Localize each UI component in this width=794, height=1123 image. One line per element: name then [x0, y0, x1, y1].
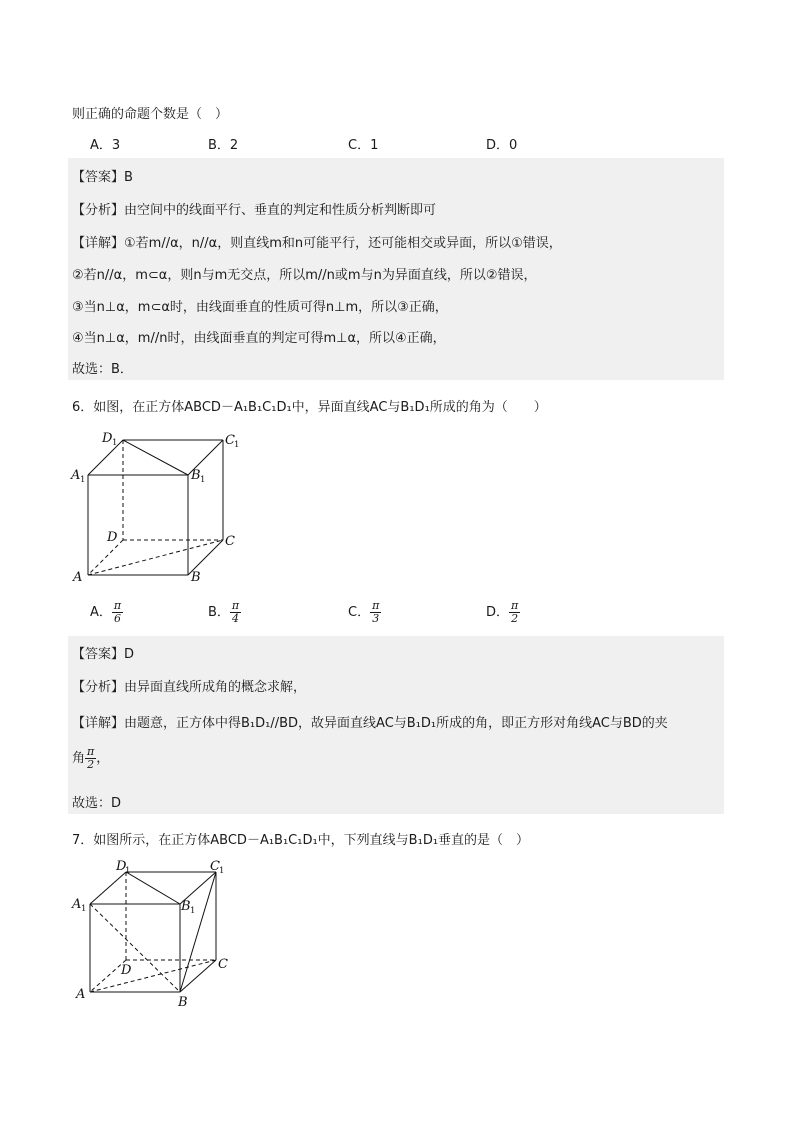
label-c1: C	[210, 859, 220, 874]
q6-analysis: 【分析】由异面直线所成角的概念求解，	[72, 680, 307, 695]
q5-detail-2: ②若n//α，m⊂α，则n与m无交点，所以m//n或m与n为异面直线，所以②错误，	[72, 268, 537, 283]
label-b: B	[178, 995, 188, 1010]
q6-option-a: A． $\frac{\pi}{6}$	[90, 599, 122, 625]
q5-answer: 【答案】B	[72, 170, 133, 185]
q6-stem: 6．如图，在正方体ABCD－A₁B₁C₁D₁中，异面直线AC与B₁D₁所成的角为（ ）	[72, 400, 547, 415]
q5-option-b: B．2	[208, 138, 239, 153]
q5-stem: 则正确的命题个数是（ ）	[72, 107, 229, 122]
q5-option-d: D．0	[486, 138, 518, 153]
label-c1-sub: 1	[234, 440, 240, 450]
q6-cube-figure	[68, 425, 258, 590]
label-a1: A	[71, 468, 81, 483]
label-a1-sub: 1	[81, 904, 87, 914]
q5-analysis: 【分析】由空间中的线面平行、垂直的判定和性质分析判断即可	[72, 203, 437, 218]
label-b1-sub: 1	[190, 906, 196, 916]
q5-detail-3: ③当n⊥α，m⊂α时，由线面垂直的性质可得n⊥m，所以③正确，	[72, 300, 448, 315]
label-b: B	[191, 570, 201, 585]
label-c: C	[225, 534, 235, 549]
q6-answer: 【答案】D	[72, 647, 135, 662]
q5-detail-4: ④当n⊥α，m//n时，由线面垂直的判定可得m⊥α，所以④正确，	[72, 331, 446, 346]
label-c1-sub: 1	[219, 866, 225, 876]
q5-detail-1: 【详解】①若m//α，n//α，则直线m和n可能平行，还可能相交或异面，所以①错误，	[72, 236, 562, 251]
q6-detail-1: 【详解】由题意，正方体中得B₁D₁//BD，故异面直线AC与B₁D₁所成的角，即正方形对角线AC与BD的夹	[72, 716, 668, 731]
q6-option-c: C． $\frac{\pi}{3}$	[348, 599, 380, 625]
label-d1: D	[116, 859, 127, 874]
label-a1-sub: 1	[80, 475, 86, 485]
label-a: A	[76, 987, 86, 1002]
q5-option-c: C．1	[348, 138, 379, 153]
label-d1: D	[102, 431, 113, 446]
label-d: D	[107, 530, 118, 545]
label-a: A	[73, 570, 83, 585]
q6-option-d: D． $\frac{\pi}{2}$	[486, 599, 519, 625]
label-d1-sub: 1	[112, 438, 118, 448]
label-d: D	[121, 963, 132, 978]
label-d1-sub: 1	[125, 866, 131, 876]
label-b1: B	[181, 899, 191, 914]
label-b1-sub: 1	[200, 475, 206, 485]
q5-option-a: A．3	[90, 138, 121, 153]
q6-detail-2: 角 $\frac{\pi}{2}$ ，	[72, 745, 110, 771]
label-c1: C	[225, 433, 235, 448]
label-c: C	[218, 957, 228, 972]
q5-choose: 故选：B．	[72, 362, 133, 377]
q6-option-b: B． $\frac{\pi}{4}$	[208, 599, 240, 625]
q7-stem: 7．如图所示，在正方体ABCD－A₁B₁C₁D₁中，下列直线与B₁D₁垂直的是（ ）	[72, 833, 530, 848]
q6-choose: 故选：D	[72, 796, 122, 811]
q7-cube-figure	[68, 852, 258, 1014]
label-a1: A	[72, 897, 82, 912]
label-b1: B	[191, 468, 201, 483]
